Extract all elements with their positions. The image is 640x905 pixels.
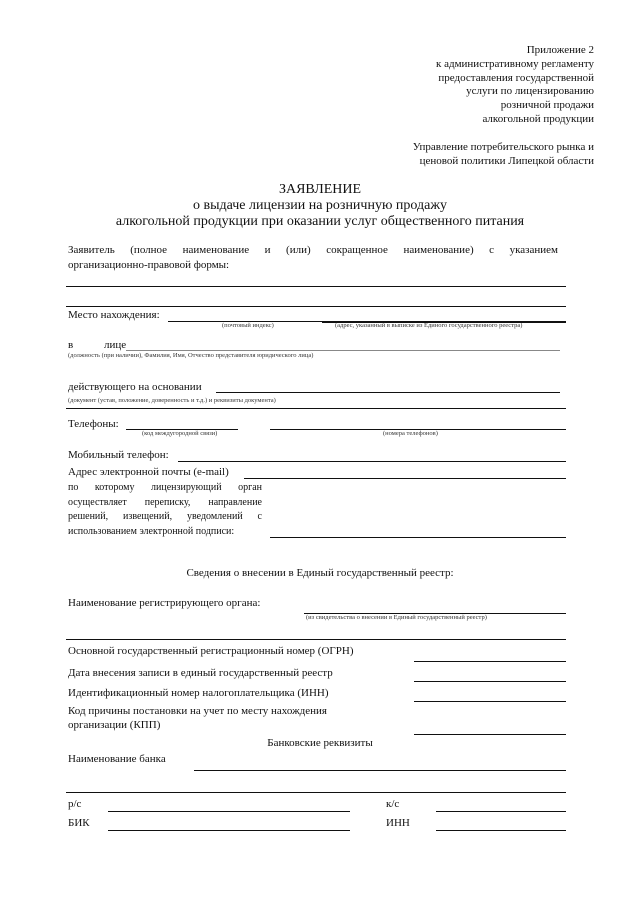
kpp-label-1: Код причины постановки на учет по месту нахождения	[68, 705, 327, 717]
phones-label: Телефоны:	[68, 418, 119, 430]
address-hint: (адрес, указанный в выписке из Единого государственного реестра)	[335, 322, 523, 329]
inn-full-label: Идентификационный номер налогоплательщика (ИНН)	[68, 687, 329, 699]
appendix-line: алкогольной продукции	[482, 112, 594, 125]
applicant-field-line-1[interactable]	[66, 286, 566, 287]
email-field-line[interactable]	[244, 478, 566, 479]
appendix-line: розничной продажи	[500, 99, 594, 112]
basis-hint: (документ (устав, положение, доверенность и т.д.) и реквизиты документа)	[68, 397, 276, 404]
email-label: Адрес электронной почты (e-mail)	[68, 466, 229, 478]
basis-field-line[interactable]	[216, 392, 560, 393]
document-subtitle-1: о выдаче лицензии на розничную продажу	[192, 198, 448, 213]
email-note-line: решений, извещений, уведомлений с	[68, 511, 262, 522]
document-subtitle-2: алкогольной продукции при оказании услуг общественного питания	[115, 214, 525, 229]
department-block	[413, 141, 594, 169]
appendix-line: Приложение 2	[526, 44, 594, 56]
basis-label: действующего на основании	[68, 381, 202, 393]
inn-field-line[interactable]	[414, 701, 566, 702]
registry-authority-label: Наименование регистрирующего органа:	[68, 597, 261, 609]
rs-label: р/с	[68, 798, 82, 810]
appendix-line: предоставления государственной	[438, 71, 594, 84]
postal-index-hint: (почтовый индекс)	[222, 322, 274, 329]
email-note-line: осуществляет переписку, направление	[68, 496, 262, 508]
person-suffix: лице	[104, 339, 127, 351]
department-line: Управление потребительского рынка и	[412, 141, 594, 153]
registry-authority-field-line-2[interactable]	[66, 639, 566, 640]
bik-label: БИК	[68, 817, 90, 829]
registry-heading: Сведения о внесении в Единый государственный реестр:	[186, 567, 454, 579]
email-note-line: по которому лицензирующий орган	[68, 482, 262, 493]
mobile-phone-field-line[interactable]	[178, 461, 566, 462]
bank-inn-field-line[interactable]	[436, 830, 566, 831]
kpp-field-line[interactable]	[414, 734, 566, 735]
mobile-phone-label: Мобильный телефон:	[68, 449, 169, 461]
bank-name-field-line-2[interactable]	[66, 792, 566, 793]
person-field-line[interactable]	[126, 350, 560, 351]
bank-name-field-line[interactable]	[194, 770, 566, 771]
location-label: Место нахождения:	[68, 309, 160, 321]
applicant-field-line-2[interactable]	[66, 306, 566, 307]
phone-number-hint: (номера телефонов)	[383, 430, 438, 437]
email-note-line: использованием электронной подписи:	[68, 525, 235, 537]
ks-label: к/с	[386, 798, 400, 810]
ogrn-field-line[interactable]	[414, 661, 566, 662]
document-title: ЗАЯВЛЕНИЕ	[278, 182, 362, 197]
phone-code-hint: (код междугородной связи)	[142, 430, 218, 437]
kpp-label-2: организации (КПП)	[68, 719, 161, 731]
ks-field-line[interactable]	[436, 811, 566, 812]
rs-field-line[interactable]	[108, 811, 350, 812]
department-line: ценовой политики Липецкой области	[419, 154, 594, 167]
email-extra-field-line[interactable]	[270, 537, 566, 538]
appendix-block	[436, 44, 594, 127]
appendix-line: услуги по лицензированию	[466, 85, 594, 98]
applicant-label-1: Заявитель (полное наименование и (или) сокращенное наименование) с указанием	[68, 244, 558, 256]
person-hint: (должность (при наличии), Фамилия, Имя, Отчество представителя юридического лица)	[68, 352, 314, 359]
appendix-line: к административному регламенту	[436, 57, 594, 70]
registry-date-label: Дата внесения записи в единый государственный реестр	[68, 667, 333, 679]
bank-inn-label: ИНН	[386, 817, 410, 829]
applicant-label-2: организационно-правовой формы:	[68, 259, 230, 271]
person-prefix: в	[68, 339, 74, 351]
section-divider	[66, 408, 566, 409]
bank-heading: Банковские реквизиты	[267, 737, 373, 749]
bik-field-line[interactable]	[108, 830, 350, 831]
bank-name-label: Наименование банка	[68, 753, 166, 765]
registry-date-field-line[interactable]	[414, 681, 566, 682]
registry-authority-hint: (из свидетельства о внесении в Единый государственный реестр)	[306, 614, 487, 621]
ogrn-label: Основной государственный регистрационный номер (ОГРН)	[68, 645, 354, 657]
